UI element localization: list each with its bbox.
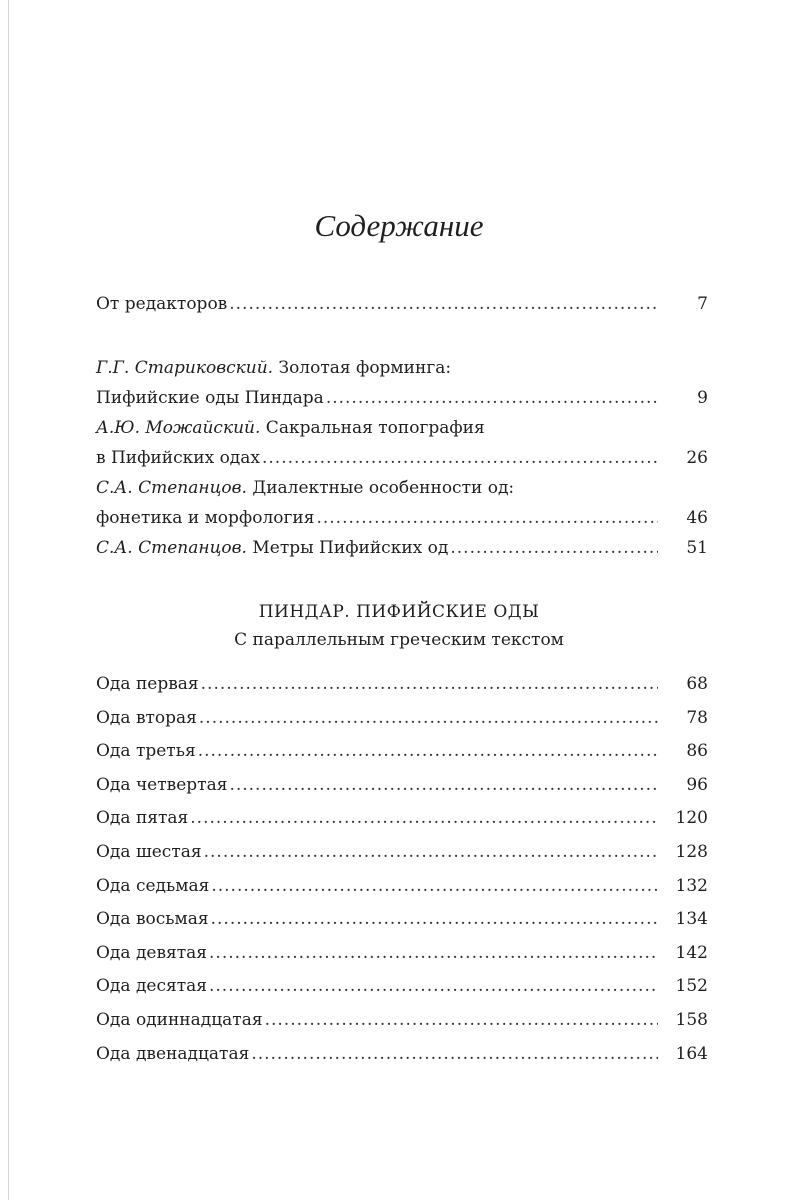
article-title: Диалектные особенности од:	[246, 478, 515, 498]
leader-dots	[211, 903, 658, 937]
entry-title: Ода восьмая	[96, 909, 209, 930]
leader-dots	[251, 1038, 658, 1072]
page-number: 86	[686, 741, 708, 762]
entry-title: Ода первая	[96, 674, 199, 694]
entry-title: Ода девятая	[96, 942, 208, 963]
article-author: С.А. Степанцов.	[96, 478, 247, 498]
article-entry[interactable]	[96, 353, 708, 413]
toc-entry[interactable]	[96, 288, 708, 321]
article-title-cont: в Пифийских одах	[96, 448, 260, 468]
page-number: 152	[675, 976, 708, 997]
toc-entry[interactable]	[96, 937, 708, 971]
toc-entry[interactable]	[96, 702, 708, 736]
page-number: 7	[697, 294, 708, 314]
leader-dots	[262, 443, 658, 473]
page-number: 9	[697, 388, 708, 408]
toc-entry[interactable]	[96, 735, 708, 769]
leader-dots	[209, 970, 658, 1004]
section-heading-block	[0, 598, 798, 654]
page-number: 46	[686, 508, 708, 528]
section-subheading: С параллельным греческим текстом	[234, 630, 564, 650]
entry-title: Ода шестая	[96, 841, 202, 862]
article-entry[interactable]	[96, 413, 708, 473]
leader-dots	[265, 1004, 658, 1038]
toc-entry[interactable]	[96, 668, 708, 702]
page-title: Содержание	[314, 208, 484, 243]
page-number: 68	[686, 674, 708, 694]
leader-dots	[326, 383, 658, 413]
page-number: 51	[686, 538, 708, 558]
article-author: Г.Г. Стариковский.	[96, 358, 274, 378]
page-number: 78	[686, 707, 708, 728]
toc-entry[interactable]	[96, 836, 708, 870]
page-number: 120	[675, 808, 708, 829]
leader-dots	[199, 702, 658, 736]
article-title: Метры Пифийских од	[246, 538, 449, 558]
page-number: 134	[675, 909, 708, 930]
section-heading: ПИНДАР. ПИФИЙСКИЕ ОДЫ	[258, 602, 540, 622]
toc-entry[interactable]	[96, 769, 708, 803]
toc-intro	[96, 288, 708, 321]
leader-dots	[229, 769, 658, 803]
article-entry[interactable]	[96, 473, 708, 533]
leader-dots	[204, 836, 658, 870]
page-number: 164	[675, 1043, 708, 1064]
article-title: Сакральная топография	[260, 418, 485, 438]
toc-entry[interactable]	[96, 903, 708, 937]
entry-title: Ода пятая	[96, 808, 189, 829]
toc-entry[interactable]	[96, 970, 708, 1004]
leader-dots	[198, 735, 658, 769]
leader-dots	[450, 533, 658, 563]
entry-title: Ода десятая	[96, 976, 207, 997]
page-number: 128	[675, 841, 708, 862]
leader-dots	[229, 288, 658, 321]
toc-entry[interactable]	[96, 1004, 708, 1038]
article-title-cont: фонетика и морфология	[96, 508, 315, 528]
leader-dots	[316, 503, 658, 533]
page-number: 142	[675, 942, 708, 963]
toc-entry[interactable]	[96, 1038, 708, 1072]
article-entry[interactable]	[96, 533, 708, 563]
page-number: 96	[686, 774, 708, 795]
toc-odes	[96, 668, 708, 1071]
page-number: 158	[675, 1009, 708, 1030]
article-title-cont: Пифийские оды Пиндара	[96, 388, 324, 408]
leader-dots	[190, 802, 658, 836]
toc-articles	[96, 353, 708, 563]
article-author: А.Ю. Можайский.	[96, 418, 261, 438]
leader-dots	[209, 937, 658, 971]
entry-title: Ода седьмая	[96, 875, 210, 896]
article-author: С.А. Степанцов.	[96, 538, 247, 558]
entry-title: Ода одиннадцатая	[96, 1009, 263, 1030]
toc-entry[interactable]	[96, 870, 708, 904]
leader-dots	[201, 668, 658, 702]
toc-entry[interactable]	[96, 802, 708, 836]
entry-title: Ода двенадцатая	[96, 1043, 250, 1064]
page-number: 26	[686, 448, 708, 468]
entry-title: Ода четвертая	[96, 774, 228, 795]
article-title: Золотая форминга:	[273, 358, 452, 378]
entry-title: От редакторов	[96, 294, 228, 314]
page-number: 132	[675, 875, 708, 896]
entry-title: Ода третья	[96, 741, 196, 762]
entry-title: Ода вторая	[96, 707, 197, 728]
leader-dots	[211, 870, 658, 904]
